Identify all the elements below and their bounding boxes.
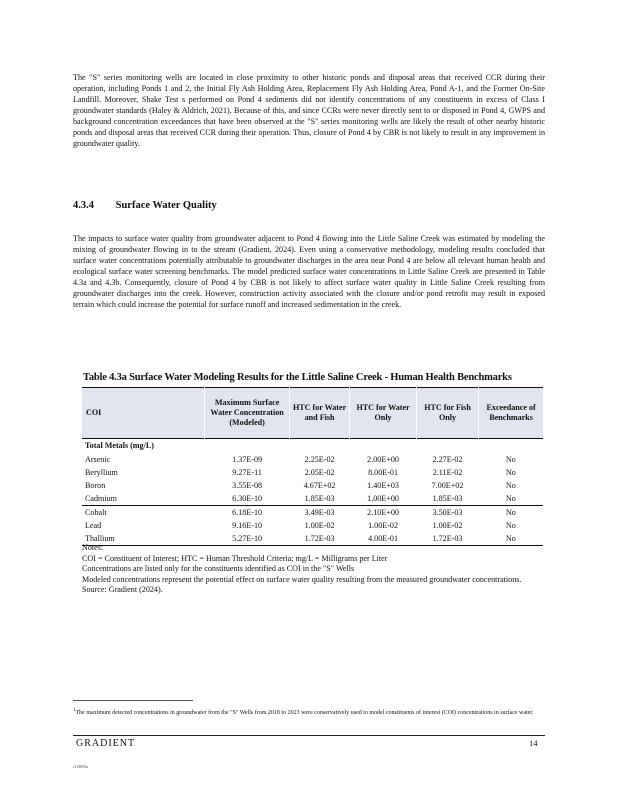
footnote-divider: [73, 700, 193, 701]
table-cell: 6.30E-10: [232, 493, 263, 503]
table-cell: 8.00E-01: [368, 467, 399, 477]
table-cell: 1.00E-02: [304, 520, 335, 530]
table-cell: 4.00E-01: [368, 533, 399, 543]
body-paragraph-1: [73, 72, 545, 149]
table-cell: No: [505, 533, 516, 543]
table-row: [82, 519, 543, 532]
section-heading: [73, 200, 217, 211]
paragraph-text: The "S" series monitoring wells are located in close proximity to other historic ponds and disposal areas that received CCR during their operation, including Ponds 1 and 2, the Initial Fly Ash Holding Area, Replacement Fly Ash Holding Area, Pond A-1, and the Former On-Site Landfill. Moreover, Shake Test s performed on Pond 4 sediments did not identify concentrations of any constituents in excess of Class I groundwater standards (Haley & Aldrich, 2021). Because of this, and since CCRs were never directly sent to or disposed in Pond 4, GWPS and background concentration exceedances that have been observed at the "S" series monitoring wells are likely the result of other nearby historic ponds and disposal areas that received CCR during their operation. Thus, closure of Pond 4 by CBR is not likely to result in any improvement in groundwater quality.: [73, 73, 545, 148]
cell-coi: Cadmium: [85, 493, 117, 503]
brand-logo: GRADIENT: [76, 738, 136, 749]
table-cell: 1.72E-03: [432, 533, 463, 543]
table-cell: 1.72E-03: [304, 533, 335, 543]
table-cell: 1.00E-02: [368, 520, 399, 530]
table-cell: 7.00E+02: [431, 480, 464, 490]
table-cell: 2.00E+00: [367, 454, 399, 464]
footer-divider: [73, 735, 545, 736]
table-cell: 1.00E-02: [432, 520, 463, 530]
note-line: Modeled concentrations represent the potential effect on surface water quality resulting from the measured groundwater concentrations.: [82, 574, 522, 584]
table-cell: 2.25E-02: [304, 454, 335, 464]
table-cell: 2.27E-02: [432, 454, 463, 464]
table-cell: No: [505, 493, 516, 503]
table-group-row: [82, 439, 543, 454]
table-cell: 5.27E-10: [232, 533, 263, 543]
table-cell: 1.37E-09: [232, 454, 263, 464]
table-cell: 4.67E+02: [303, 480, 336, 490]
table-cell: 1.40E+03: [367, 480, 399, 490]
cell-coi: Boron: [85, 480, 106, 490]
section-title: Surface Water Quality: [115, 200, 217, 211]
header-htc-water-only: HTC for Water Only: [350, 388, 416, 439]
results-table-container: [82, 387, 543, 546]
document-code: r12009a: [73, 764, 88, 769]
notes-heading: Notes:: [82, 543, 104, 552]
table-cell: 6.18E-10: [205, 506, 289, 520]
note-line: Source: Gradient (2024).: [82, 585, 163, 594]
table-cell: 9.27E-11: [232, 467, 262, 477]
table-cell: 1.85E-03: [304, 493, 335, 503]
group-label: Total Metals (mg/L): [85, 441, 154, 450]
note-line: COI = Constituent of Interest; HTC = Human Threshold Criteria; mg/L = Milligrams per Liter: [82, 553, 388, 563]
table-title: Table 4.3a Surface Water Modeling Results for the Little Saline Creek - Human Health Benchmarks: [83, 372, 512, 383]
table-row: [82, 479, 543, 492]
table-row: [82, 506, 543, 520]
header-exceedance: Exceedance of Benchmarks: [486, 403, 536, 422]
body-paragraph-2: [73, 233, 545, 310]
table-cell: 3.55E-08: [232, 480, 263, 490]
table-cell: 9.16E-10: [232, 520, 263, 530]
table-cell: 3.49E-03: [289, 506, 350, 520]
table-row: [82, 466, 543, 479]
paragraph-text: The impacts to surface water quality from groundwater adjacent to Pond 4 flowing into the Little Saline Creek was estimated by modeling the mixing of groundwater flowing in to the stream (Gradient, 2024). Even using a conservative methodology, modeling results concluded that surface water concentrations potentially attributable to groundwater discharges in the area near Pond 4 are below all relevant human health and ecological surface water screening benchmarks. The model predicted surface water concentrations in Little Saline Creek are presented in Table 4.3a and 4.3b. Consequently, closure of Pond 4 by CBR is not likely to affect surface water quality in Little Saline Creek resulting from groundwater discharges into the creek. However, construction activity associated with the closure and/or pond retrofit may result in exposed terrain which could increase the potential for surface runoff and increased sedimentation in the creek.: [73, 234, 545, 309]
cell-coi: Cobalt: [82, 506, 205, 520]
table-cell: No: [479, 506, 543, 520]
table-cell: No: [505, 454, 516, 464]
table-cell: No: [505, 480, 516, 490]
cell-coi: Beryllium: [85, 467, 118, 477]
table-row: [82, 492, 543, 506]
header-htc-fish-only: HTC for Fish Only: [416, 388, 478, 439]
note-line: Concentrations are listed only for the constituents identified as COI in the "S" Wells: [82, 564, 355, 573]
section-number: 4.3.4: [73, 200, 94, 211]
table-cell: 2.10E+00: [350, 506, 416, 520]
results-table: [82, 387, 543, 546]
table-row: [82, 453, 543, 466]
table-cell: 1.85E-03: [432, 493, 463, 503]
footnote-marker: 1: [73, 708, 76, 713]
table-notes: [82, 543, 552, 596]
table-cell: 2.05E-02: [304, 467, 335, 477]
table-header-row: [82, 388, 543, 439]
table-cell: 1.00E+00: [367, 493, 399, 503]
cell-coi: Thallium: [85, 533, 115, 543]
table-cell: 2.11E-02: [432, 467, 463, 477]
table-cell: No: [505, 520, 516, 530]
header-coi: COI: [82, 388, 205, 439]
page-number: 14: [529, 738, 538, 748]
table-cell: No: [505, 467, 516, 477]
footnote: [73, 706, 545, 718]
cell-coi: Arsenic: [85, 454, 111, 464]
cell-coi: Lead: [85, 520, 102, 530]
header-htc-water-fish: HTC for Water and Fish: [289, 388, 350, 439]
table-cell: 3.50E-03: [416, 506, 478, 520]
header-max-concentration: Maximum Surface Water Concentration (Modeled): [205, 388, 289, 439]
footnote-text: The maximum detected concentrations in groundwater from the "S" Wells from 2018 to 2023 were conservatively used to model constituents of interest (COI) concentrations in surface water.: [75, 710, 534, 716]
